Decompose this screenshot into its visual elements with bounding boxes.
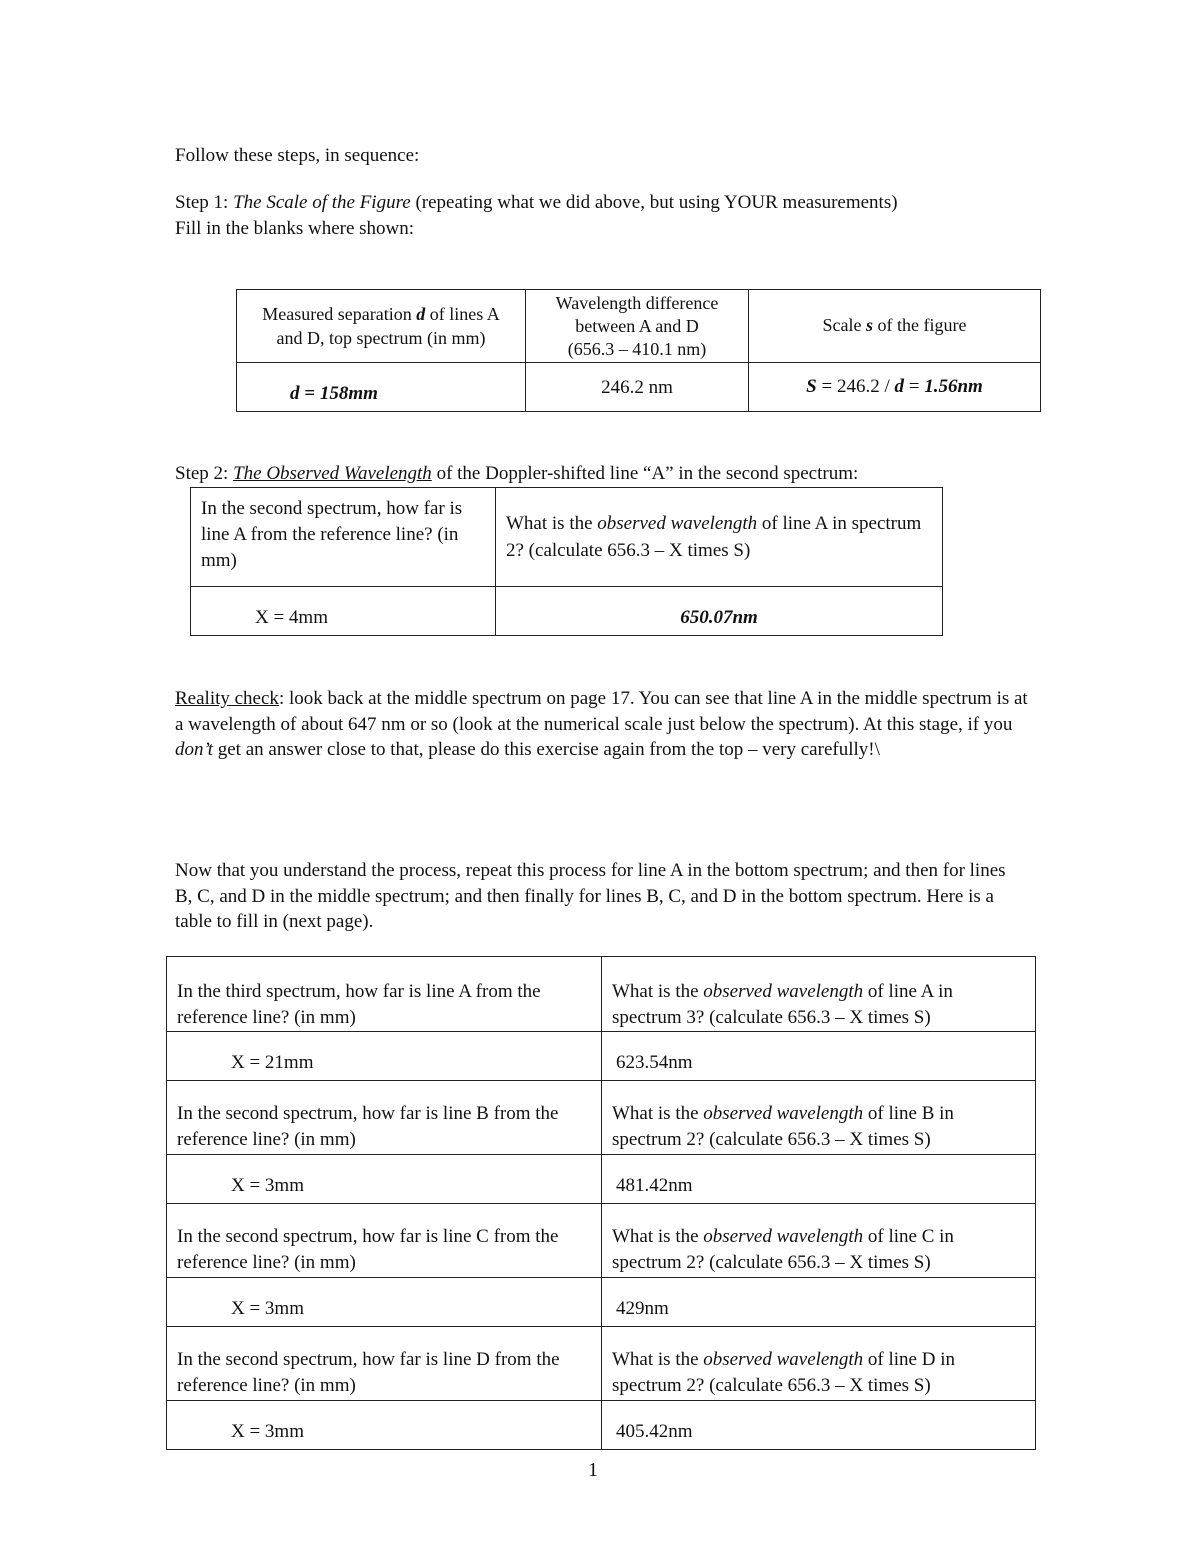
table2-wavelength-value[interactable]: 650.07nm xyxy=(496,587,943,636)
reality-check-paragraph: Reality check: look back at the middle spectrum on page 17. You can see that line A in the middle spectrum is at a wavelength of about 647 nm or so (look at the numerical scale just below the spectrum). At this stage, if you don’t get an answer close to that, please do this exercise again from the top – very carefully!\ xyxy=(175,688,1028,760)
d-value-cell[interactable]: d = 158mm xyxy=(237,363,526,412)
step1-heading xyxy=(175,190,1075,241)
row-question-wavelength: What is the observed wavelength of line D in spectrum 2? (calculate 656.3 – X times S) xyxy=(602,1327,1036,1401)
row-question-wavelength: What is the observed wavelength of line A in spectrum 3? (calculate 656.3 – X times S) xyxy=(602,957,1036,1032)
table-row xyxy=(167,1081,1036,1155)
table-row xyxy=(167,1155,1036,1204)
observed-wavelength-table xyxy=(190,487,943,636)
row-wavelength-value[interactable]: 405.42nm xyxy=(602,1401,1036,1450)
row-wavelength-value[interactable]: 429nm xyxy=(602,1278,1036,1327)
step2-title: The Observed Wavelength xyxy=(233,463,432,484)
page-number: 1 xyxy=(588,1459,598,1481)
table-row xyxy=(167,1327,1036,1401)
row-wavelength-value[interactable]: 481.42nm xyxy=(602,1155,1036,1204)
step2-heading: Step 2: The Observed Wavelength of the Doppler-shifted line “A” in the second spectrum: xyxy=(175,463,859,484)
scale-table-header-scale: Scale s of the figure xyxy=(749,290,1041,363)
row-question-distance: In the second spectrum, how far is line B from the reference line? (in mm) xyxy=(167,1081,602,1155)
row-x-value[interactable]: X = 3mm xyxy=(167,1401,602,1450)
row-question-distance: In the third spectrum, how far is line A from the reference line? (in mm) xyxy=(167,957,602,1032)
scale-table-header-separation: Measured separation d of lines A and D, top spectrum (in mm) xyxy=(237,290,526,363)
table-row xyxy=(167,1278,1036,1327)
row-question-distance: In the second spectrum, how far is line D from the reference line? (in mm) xyxy=(167,1327,602,1401)
row-x-value[interactable]: X = 3mm xyxy=(167,1278,602,1327)
table-row xyxy=(167,957,1036,1032)
scale-table xyxy=(236,289,1041,412)
table-row xyxy=(167,1032,1036,1081)
s-value-cell[interactable]: S = 246.2 / d = 1.56nm xyxy=(749,363,1041,412)
step1-instruction: Fill in the blanks where shown: xyxy=(175,217,415,239)
table-row xyxy=(167,1204,1036,1278)
step1-rest: (repeating what we did above, but using YOUR measurements) xyxy=(410,192,898,213)
instructions-paragraph: Now that you understand the process, repeat this process for line A in the bottom spectrum; and then for lines B, C, and D in the middle spectrum; and then finally for lines B, C, and D in the bottom spectrum. Here is a table to fill in (next page). xyxy=(175,860,1006,932)
table2-x-value[interactable]: X = 4mm xyxy=(191,587,496,636)
intro-text: Follow these steps, in sequence: xyxy=(175,145,420,166)
row-x-value[interactable]: X = 21mm xyxy=(167,1032,602,1081)
table-row xyxy=(167,1401,1036,1450)
reality-check-label: Reality check xyxy=(175,688,279,709)
scale-table-header-wavelength: Wavelength difference between A and D (656.3 – 410.1 nm) xyxy=(526,290,749,363)
diff-value-cell: 246.2 nm xyxy=(526,363,749,412)
row-question-wavelength: What is the observed wavelength of line C in spectrum 2? (calculate 656.3 – X times S) xyxy=(602,1204,1036,1278)
table2-question-distance: In the second spectrum, how far is line A from the reference line? (in mm) xyxy=(191,488,496,587)
table2-question-wavelength: What is the observed wavelength of line A in spectrum 2? (calculate 656.3 – X times S) xyxy=(496,488,943,587)
row-question-wavelength: What is the observed wavelength of line B in spectrum 2? (calculate 656.3 – X times S) xyxy=(602,1081,1036,1155)
row-x-value[interactable]: X = 3mm xyxy=(167,1155,602,1204)
row-wavelength-value[interactable]: 623.54nm xyxy=(602,1032,1036,1081)
results-table xyxy=(166,956,1036,1450)
step1-title: The Scale of the Figure xyxy=(233,192,411,213)
row-question-distance: In the second spectrum, how far is line C from the reference line? (in mm) xyxy=(167,1204,602,1278)
step1-prefix: Step 1: xyxy=(175,192,234,213)
